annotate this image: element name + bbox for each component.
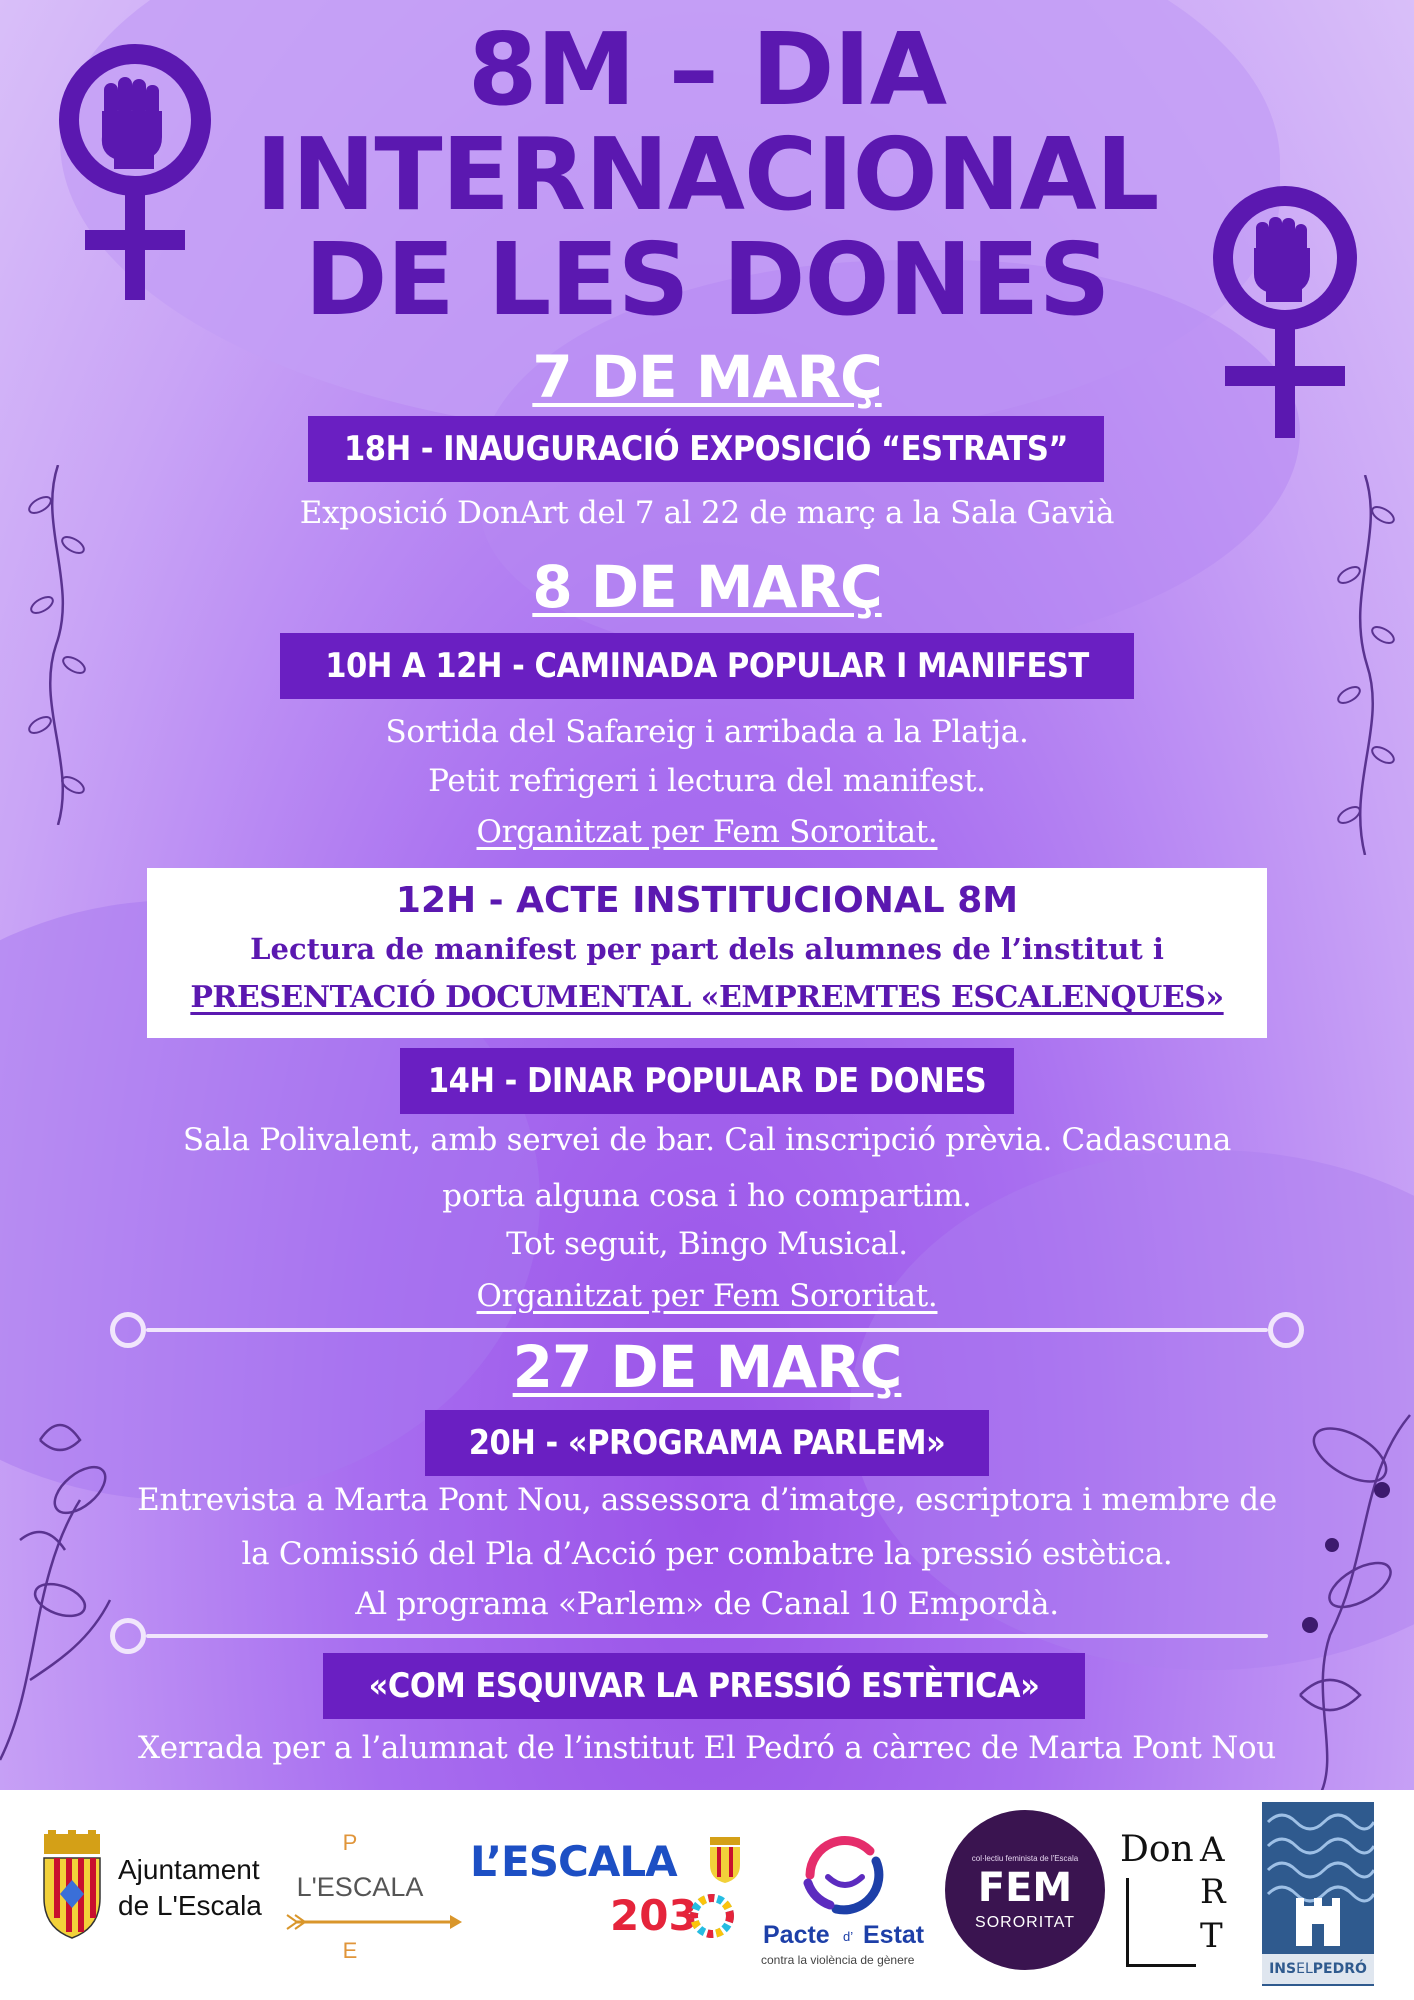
logo-pe-lescala	[285, 1830, 475, 1970]
divider-ring-left-2	[110, 1618, 146, 1654]
el-text: EL	[1296, 1961, 1313, 1977]
coat-of-arms-icon	[40, 1830, 104, 1940]
logo-ins-el-pedro	[1262, 1802, 1374, 1986]
logo-pacte-estat	[755, 1825, 955, 1975]
pacte-sub: contra la violència de gènere	[761, 1953, 915, 1967]
event-dinar-line3: Tot seguit, Bingo Musical.	[506, 1226, 908, 1262]
donart-t: T	[1200, 1916, 1223, 1956]
fem-sub: SORORITAT	[975, 1914, 1075, 1931]
page-title-line1: 8M – DIA	[467, 11, 947, 128]
event-xerrada-line: Xerrada per a l’alumnat de l’institut El Pedró a càrrec de Marta Pont Nou	[138, 1730, 1276, 1766]
event-parlem-line1: Entrevista a Marta Pont Nou, assessora d’imatge, escriptora i membre de	[137, 1482, 1277, 1518]
event-caminada: 10H A 12H - CAMINADA POPULAR I MANIFEST	[280, 633, 1134, 699]
pacte-smile-icon	[790, 1825, 900, 1925]
page-title-line3: DE LES DONES	[304, 221, 1110, 338]
event-documental: PRESENTACIÓ DOCUMENTAL «EMPREMTES ESCALENQUES»	[190, 980, 1224, 1015]
event-dinar-organizer: Organitzat per Fem Sororitat.	[476, 1278, 938, 1314]
event-dinar-line2: porta alguna cosa i ho compartim.	[442, 1178, 972, 1214]
donart-line-v	[1126, 1878, 1129, 1966]
logo-ajuntament	[40, 1830, 280, 1960]
pe-letter-p: P	[342, 1830, 358, 1855]
ajuntament-line1: Ajuntament	[118, 1854, 260, 1885]
feminist-fist-icon	[50, 35, 220, 325]
logo-lescala-2030	[470, 1835, 740, 1965]
pacte-name: Pacte	[763, 1921, 830, 1949]
institutional-box	[147, 868, 1267, 1038]
arrow-icon	[285, 1912, 465, 1932]
event-inauguracio: 18H - INAUGURACIÓ EXPOSICIÓ “ESTRATS”	[308, 416, 1104, 482]
event-dinar-line1: Sala Polivalent, amb servei de bar. Cal inscripció prèvia. Cadascuna	[182, 1122, 1232, 1158]
lescala2030-name: L’ESCALA	[470, 1837, 677, 1886]
event-parlem-line2: la Comissió del Pla d’Acció per combatre la pressió estètica.	[241, 1536, 1173, 1572]
waves-icon	[1262, 1802, 1374, 1950]
event-inauguracio-desc: Exposició DonArt del 7 al 22 de març a la Sala Gavià	[299, 495, 1115, 531]
feminist-fist-icon-right	[1200, 178, 1370, 458]
divider-line	[146, 1328, 1268, 1332]
event-acte-institucional-line: Lectura de manifest per part dels alumnes de l’institut i	[250, 932, 1164, 966]
event-acte-institucional: 12H - ACTE INSTITUCIONAL 8M	[395, 880, 1019, 921]
donart-don: Don	[1120, 1829, 1194, 1870]
donart-r: R	[1200, 1872, 1226, 1912]
event-programa-parlem: 20H - «PROGRAMA PARLEM»	[425, 1410, 989, 1476]
pedro-text: PEDRÓ	[1312, 1961, 1367, 1977]
event-caminada-line2: Petit refrigeri i lectura del manifest.	[428, 763, 986, 799]
event-caminada-line1: Sortida del Safareig i arribada a la Platja.	[385, 714, 1029, 750]
logo-fem-sororitat	[945, 1810, 1105, 1970]
lescala2030-year: 203	[610, 1891, 698, 1940]
page-title-line2: INTERNACIONAL	[255, 116, 1159, 233]
ajuntament-line2: de L'Escala	[118, 1890, 262, 1921]
sdg-wheel-icon	[690, 1894, 734, 1938]
pacte-estat: Estat	[863, 1921, 925, 1949]
divider-line-2	[146, 1634, 1268, 1638]
event-dinar: 14H - DINAR POPULAR DE DONES	[400, 1048, 1014, 1114]
date-8-marc: 8 DE MARÇ	[532, 553, 882, 621]
ins-text: INS	[1269, 1961, 1297, 1977]
donart-a: A	[1200, 1830, 1225, 1870]
pe-letter-e: E	[342, 1938, 358, 1963]
small-shield-icon	[708, 1835, 742, 1885]
footer-logos	[0, 1790, 1414, 2000]
event-parlem-line3: Al programa «Parlem» de Canal 10 Empordà.	[355, 1586, 1059, 1622]
donart-line-h	[1126, 1964, 1196, 1967]
fem-big: FEM	[977, 1865, 1073, 1911]
ins-el-pedro-label	[1262, 1954, 1374, 1984]
pacte-d: d’	[843, 1929, 854, 1944]
event-xerrada: «COM ESQUIVAR LA PRESSIÓ ESTÈTICA»	[323, 1653, 1085, 1719]
event-caminada-organizer: Organitzat per Fem Sororitat.	[476, 814, 938, 850]
date-7-marc: 7 DE MARÇ	[532, 343, 882, 411]
fem-small: col·lectiu feminista de l'Escala	[971, 1854, 1079, 1863]
logo-donart	[1118, 1828, 1228, 1978]
pe-name: L'ESCALA	[296, 1872, 424, 1902]
date-27-marc: 27 DE MARÇ	[512, 1333, 902, 1401]
